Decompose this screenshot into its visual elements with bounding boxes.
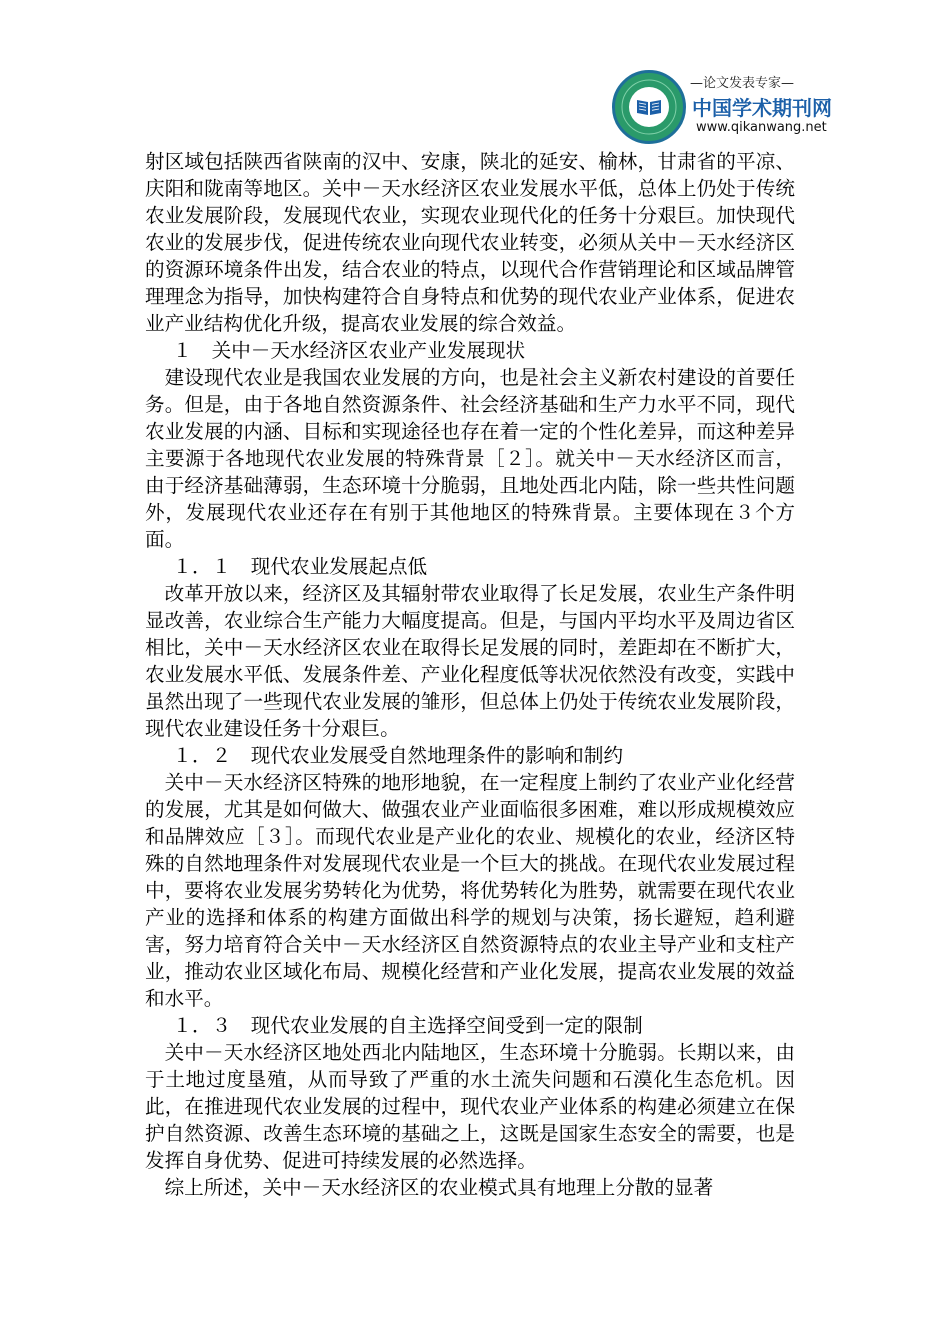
- paragraph: 射区域包括陕西省陕南的汉中、安康，陕北的延安、榆林，甘肃省的平凉、庆阳和陇南等地区。关中－天水经济区农业发展水平低，总体上仍处于传统农业发展阶段，发展现代农业，实现农业现代化的任务十分艰巨。加快现代农业的发展步伐，促进传统农业向现代农业转变，必须从关中－天水经济区的资源环境条件出发，结合农业的特点，以现代合作营销理论和区域品牌管理理念为指导，加快构建符合自身特点和优势的现代农业产业体系，促进农业产业结构优化升级，提高农业发展的综合效益。: [145, 150, 795, 335]
- paragraph: 建设现代农业是我国农业发展的方向，也是社会主义新农村建设的首要任务。但是，由于各地自然资源条件、社会经济基础和生产力水平不同，现代农业发展的内涵、目标和实现途径也存在着一定的个性化差异，而这种差异主要源于各地现代农业发展的特殊背景［２］。就关中－天水经济区而言，由于经济基础薄弱，生态环境十分脆弱，且地处西北内陆，除一些共性问题外，发展现代农业还存在有别于其他地区的特殊背景。主要体现在３个方面。: [145, 366, 795, 551]
- logo-tagline: —论文发表专家—: [690, 76, 795, 91]
- paragraph: 改革开放以来，经济区及其辐射带农业取得了长足发展，农业生产条件明显改善，农业综合生产能力大幅度提高。但是，与国内平均水平及周边省区相比，关中－天水经济区农业在取得长足发展的同时，差距却在不断扩大，农业发展水平低、发展条件差、产业化程度低等状况依然没有改变，实践中虽然出现了一些现代农业发展的雏形，但总体上仍处于传统农业发展阶段，现代农业建设任务十分艰巨。: [145, 582, 795, 740]
- paragraph: 关中－天水经济区特殊的地形地貌，在一定程度上制约了农业产业化经营的发展，尤其是如何做大、做强农业产业面临很多困难，难以形成规模效应和品牌效应［３］。而现代农业是产业化的农业、规模化的农业，经济区特殊的自然地理条件对发展现代农业是一个巨大的挑战。在现代农业发展过程中，要将农业发展劣势转化为优势，将优势转化为胜势，就需要在现代农业产业的选择和体系的构建方面做出科学的规划与决策，扬长避短，趋利避害，努力培育符合关中－天水经济区自然资源特点的农业主导产业和支柱产业，推动农业区域化布局、规模化经营和产业化发展，提高农业发展的效益和水平。: [145, 771, 795, 1010]
- logo-name: 中国学术期刊网: [692, 96, 832, 120]
- site-logo: [612, 64, 832, 148]
- subsection-heading: １．２ 现代农业发展受自然地理条件的影响和制约: [172, 744, 624, 767]
- logo-inner-disc: [629, 87, 669, 127]
- section-heading: １ 关中－天水经济区农业产业发展现状: [172, 339, 526, 362]
- subsection-heading: １．３ 现代农业发展的自主选择空间受到一定的限制: [172, 1014, 643, 1037]
- book-icon: [636, 98, 662, 116]
- paragraph: 综上所述，关中－天水经济区的农业模式具有地理上分散的显著: [164, 1176, 714, 1199]
- logo-url: www.qikanwang.net: [696, 120, 827, 135]
- paragraph: 关中－天水经济区地处西北内陆地区，生态环境十分脆弱。长期以来，由于土地过度垦殖，从而导致了严重的水土流失问题和石漠化生态危机。因此，在推进现代农业发展的过程中，现代农业产业体系的构建必须建立在保护自然资源、改善生态环境的基础之上，这既是国家生态安全的需要，也是发挥自身优势、促进可持续发展的必然选择。: [145, 1041, 795, 1172]
- subsection-heading: １．１ 现代农业发展起点低: [172, 555, 428, 578]
- logo-emblem: [612, 70, 686, 144]
- article-body: [145, 148, 795, 1201]
